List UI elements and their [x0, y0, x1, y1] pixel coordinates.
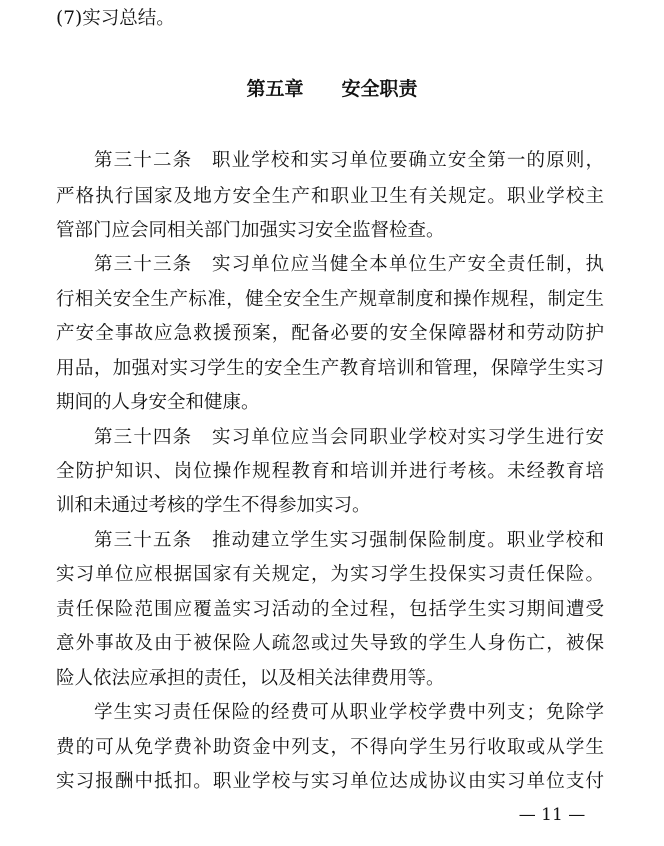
text-line: 全防护知识、岗位操作规程教育和培训并进行考核。未经教育培	[56, 461, 604, 482]
text-line: 意外事故及由于被保险人疏忽或过失导致的学生人身伤亡，被保	[56, 633, 604, 654]
text-line: 实习单位应根据国家有关规定，为实习学生投保实习责任保险。	[56, 564, 604, 585]
text-line: 学生实习责任保险的经费可从职业学校学费中列支；免除学	[94, 702, 604, 723]
text-line: 期间的人身安全和健康。	[56, 392, 260, 413]
text-line: 严格执行国家及地方安全生产和职业卫生有关规定。职业学校主	[56, 186, 604, 207]
text-line: 用品，加强对实习学生的安全生产教育培训和管理，保障学生实习	[56, 358, 604, 379]
text-line: 险人依法应承担的责任，以及相关法律费用等。	[56, 668, 445, 689]
text-line: 责任保险范围应覆盖实习活动的全过程，包括学生实习期间遭受	[56, 599, 604, 620]
chapter-heading: 第五章 安全职责	[246, 78, 418, 100]
text-line: 实习报酬中抵扣。职业学校与实习单位达成协议由实习单位支付	[56, 771, 604, 792]
summary-line: (7)实习总结。	[56, 8, 175, 29]
page-number: — 11 —	[518, 805, 586, 825]
text-line: 第三十五条 推动建立学生实习强制保险制度。职业学校和	[94, 530, 604, 551]
text-line: 训和未通过考核的学生不得参加实习。	[56, 495, 371, 516]
text-line: 第三十三条 实习单位应当健全本单位生产安全责任制，执	[94, 254, 604, 275]
text-line: 费的可从免学费补助资金中列支，不得向学生另行收取或从学生	[56, 737, 604, 758]
text-line: 第三十四条 实习单位应当会同职业学校对实习学生进行安	[94, 427, 604, 448]
text-line: 行相关安全生产标准，健全安全生产规章制度和操作规程，制定生	[56, 289, 604, 310]
text-line: 产安全事故应急救援预案，配备必要的安全保障器材和劳动防护	[56, 323, 604, 344]
text-line: 第三十二条 职业学校和实习单位要确立安全第一的原则，	[94, 150, 604, 171]
text-line: 管部门应会同相关部门加强实习安全监督检查。	[56, 220, 445, 241]
